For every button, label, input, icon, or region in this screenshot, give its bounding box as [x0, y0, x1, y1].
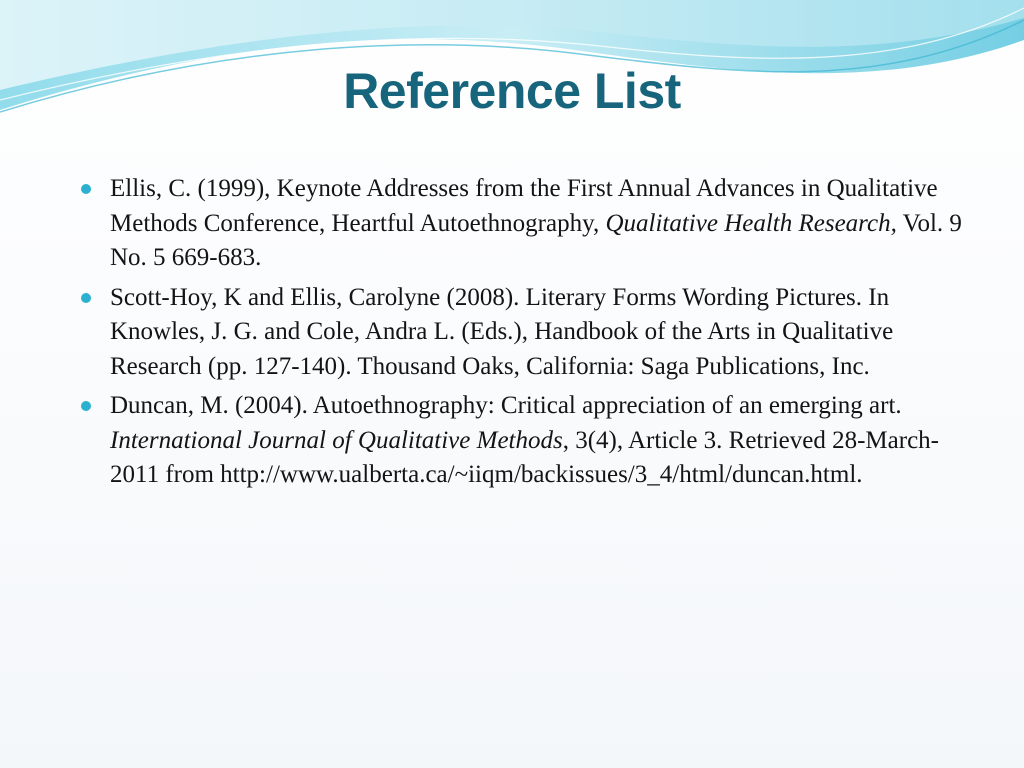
- reference-item: [80, 281, 980, 385]
- reference-text: Scott-Hoy, K and Ellis, Carolyne (2008). Literary Forms Wording Pictures. In Knowles, J. G. and Cole, Andra L. (Eds.), Handbook of the Arts in Qualitative Research (pp. 127-140). Thousand Oaks, California: Saga Publications, Inc.: [110, 283, 894, 380]
- reference-text: Ellis, C. (1999), Keynote Addresses from the First Annual Advances in Qualitative Methods Conference, Heartful Autoethnography,: [110, 175, 938, 237]
- journal-title: International Journal of Qualitative Methods: [110, 426, 563, 454]
- reference-text-tail: , 3(4), Article 3. Retrieved 28-March-2011 from http://www.ualberta.ca/~iiqm/backissues/3_4/html/duncan.html.: [110, 426, 939, 488]
- journal-title: Qualitative Health Research,: [605, 209, 897, 237]
- reference-item: [80, 172, 980, 276]
- reference-text: Duncan, M. (2004). Autoethnography: Critical appreciation of an emerging art.: [110, 392, 902, 419]
- reference-item: [80, 389, 980, 493]
- reference-text-tail: Vol. 9 No. 5 669-683.: [110, 209, 962, 271]
- slide-title: Reference List: [343, 63, 681, 119]
- bullet-icon: [81, 184, 91, 194]
- reference-list: [80, 172, 980, 498]
- bullet-icon: [81, 401, 91, 411]
- bullet-icon: [81, 293, 91, 303]
